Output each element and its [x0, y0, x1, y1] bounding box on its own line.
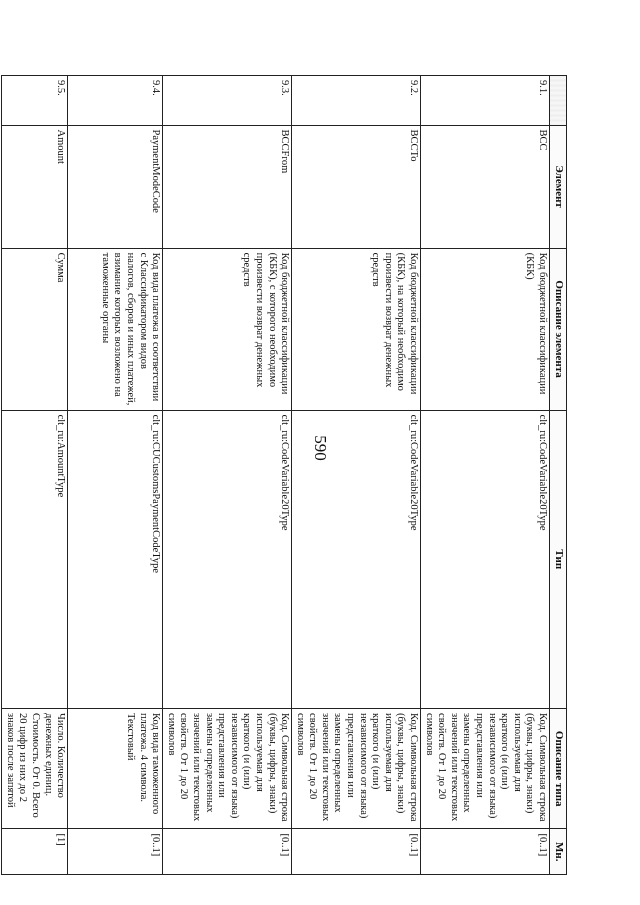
- row-type: clt_ru:CodeVariable20Type: [421, 410, 550, 708]
- header-num: [550, 76, 567, 126]
- row-description: Код бюджетной классификации (КБК): [421, 248, 550, 410]
- row-multiplicity: [0..1]: [292, 829, 421, 875]
- row-multiplicity: [1]: [2, 829, 68, 875]
- header-element-description: Описание элемента: [550, 248, 567, 410]
- row-description: Сумма: [2, 248, 68, 410]
- row-type-description: Код. Символьная строка (буквы, цифры, знаки) используемая для краткого (и (или) независимого от языка) представления или замены определенных значений или текстовых свойств. От 1 до 20 символов: [421, 709, 550, 829]
- row-description: Код бюджетной классификации (КБК), на который необходимо произвести возврат денежных средств: [292, 248, 421, 410]
- row-number: 9.2.: [292, 76, 421, 126]
- row-number: 9.1.: [421, 76, 550, 126]
- table-row: [2, 76, 68, 875]
- row-element: PaymentModeCode: [68, 125, 163, 248]
- table-row: [292, 76, 421, 875]
- header-element: Элемент: [550, 125, 567, 248]
- row-number: 9.5.: [2, 76, 68, 126]
- table-row: [163, 76, 292, 875]
- row-type-description: Код. Символьная строка (буквы, цифры, знаки) используемая для краткого (и (или) независимого от языка) представления или замены определенных значений или текстовых свойств. От 1 до 20 символов: [292, 709, 421, 829]
- row-number: 9.3.: [163, 76, 292, 126]
- row-type: clt_ru:CodeVariable20Type: [292, 410, 421, 708]
- page-number: 590: [311, 435, 330, 461]
- header-multiplicity: Мн.: [550, 829, 567, 875]
- table-row: [68, 76, 163, 875]
- row-type-description: Число. Количество денежных единиц. Стоимость. От 0. Всего 20 цифр из них до 2 знаков после запятой: [2, 709, 68, 829]
- row-number: 9.4.: [68, 76, 163, 126]
- row-multiplicity: [0..1]: [68, 829, 163, 875]
- row-description: Код вида платежа в соответствии с Классификатором видов налогов, сборов и иных платежей, взимание которых возложено на таможенные органы: [68, 248, 163, 410]
- row-type: clt_ru:CodeVariable20Type: [163, 410, 292, 708]
- header-type-description: Описание типа: [550, 709, 567, 829]
- header-type: Тип: [550, 410, 567, 708]
- row-type: clt_ru:AmountType: [2, 410, 68, 708]
- row-element: Amount: [2, 125, 68, 248]
- row-type-description: Код вида таможенного платежа. 4 символа. Текстовый: [68, 709, 163, 829]
- rotated-table-sheet: [4, 75, 567, 875]
- row-multiplicity: [0..1]: [421, 829, 550, 875]
- row-type-description: Код. Символьная строка (буквы, цифры, знаки) используемая для краткого (и (или) независимого от языка) представления или замены определенных значений или текстовых свойств. От 1 до 20 символов: [163, 709, 292, 829]
- row-element: BCCTo: [292, 125, 421, 248]
- row-description: Код бюджетной классификации (КБК), с которого необходимо произвести возврат денежных средств: [163, 248, 292, 410]
- row-element: BCC: [421, 125, 550, 248]
- row-multiplicity: [0..1]: [163, 829, 292, 875]
- elements-table: [1, 75, 567, 875]
- row-element: BCCFrom: [163, 125, 292, 248]
- row-type: clt_ru:CUCustomsPaymentCodeType: [68, 410, 163, 708]
- table-row: [421, 76, 550, 875]
- table-header-row: [550, 76, 567, 875]
